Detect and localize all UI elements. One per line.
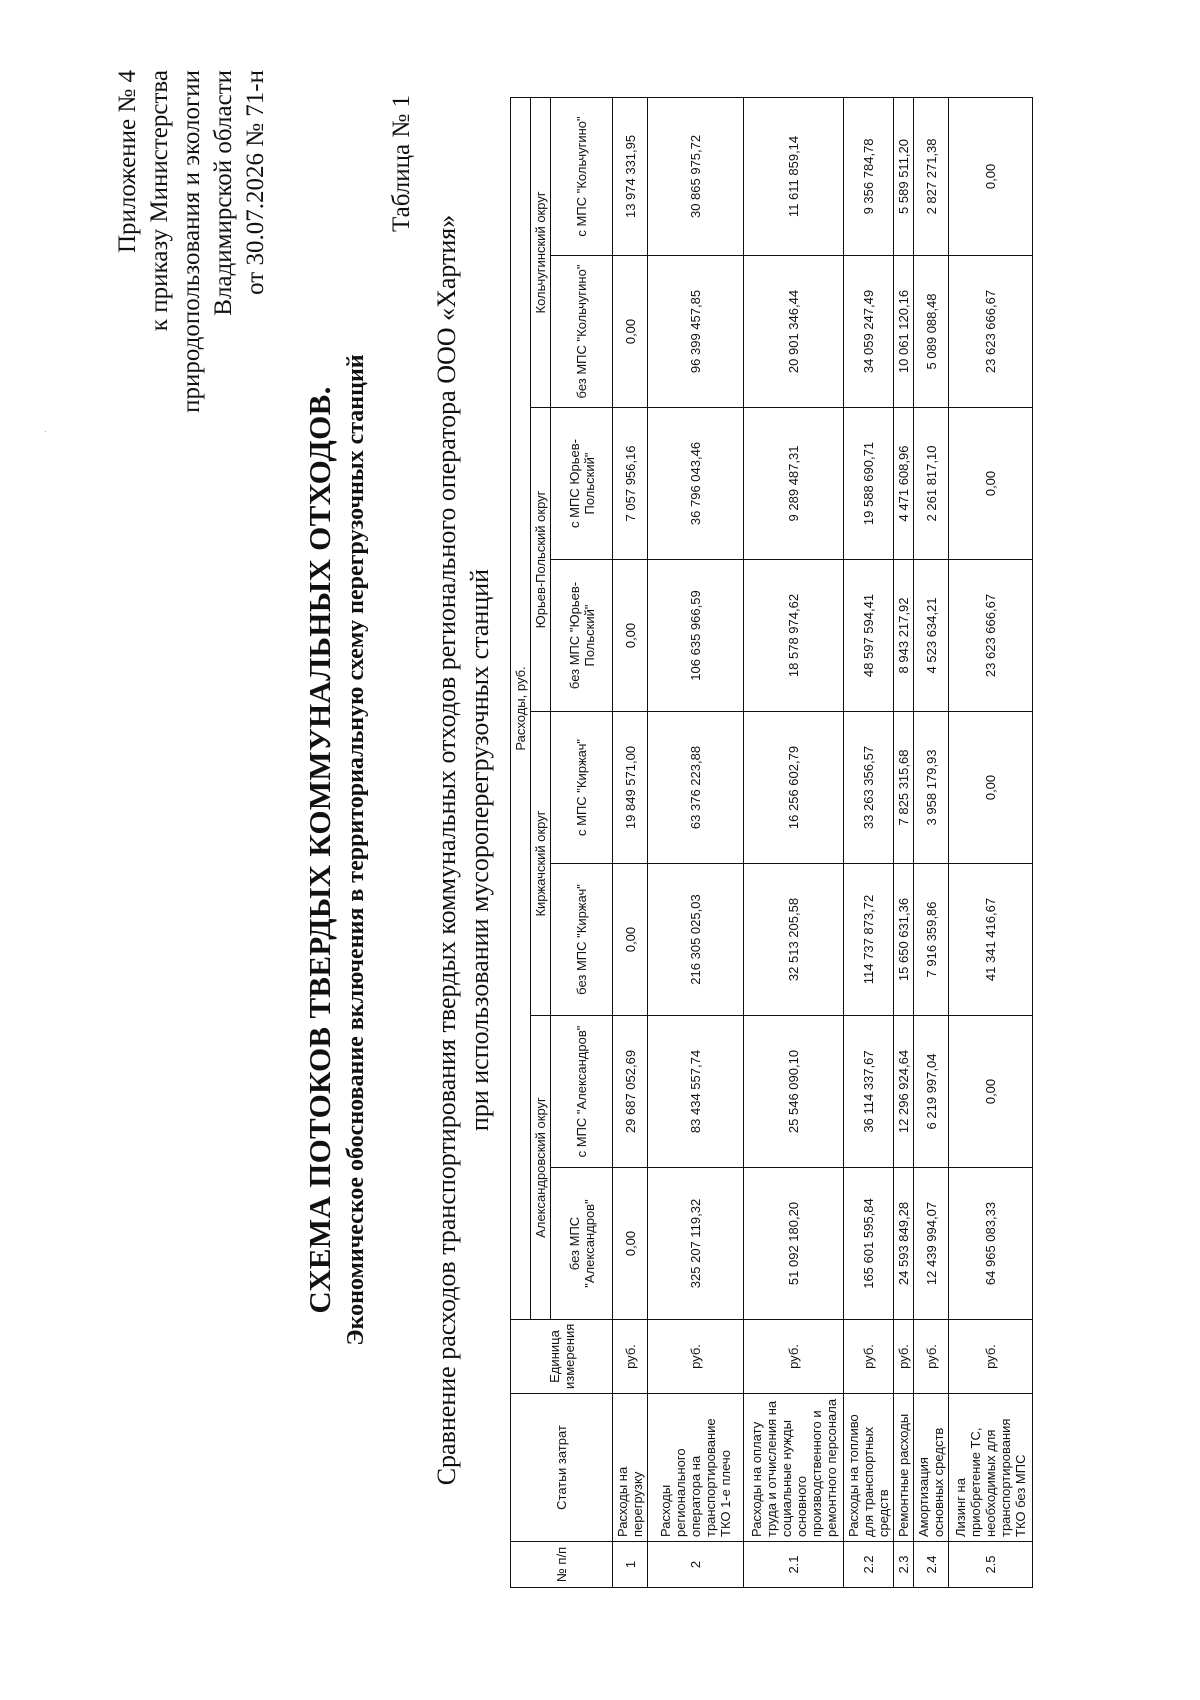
header-district: Александровский округ	[531, 1016, 551, 1320]
row-value: 19 588 690,71	[844, 408, 894, 560]
row-unit: руб.	[844, 1320, 894, 1394]
appendix-block	[112, 70, 272, 413]
header-district: Юрьев-Польский округ	[531, 408, 551, 712]
row-value: 7 825 315,68	[894, 712, 914, 864]
row-item: Амортизация основных средств	[914, 1394, 949, 1542]
row-value: 3 958 179,93	[914, 712, 949, 864]
row-item: Расходы на оплату труда и отчисления на социальные нужды основного производственного и ремонтного персонала	[744, 1394, 844, 1542]
header-unit: Единица измерения	[511, 1320, 613, 1394]
row-value: 9 356 784,78	[844, 97, 894, 255]
table-row	[613, 97, 648, 1587]
header-col: без МПС "Кольчугино"	[551, 256, 613, 408]
row-item: Расходы на топливо для транспортных средств	[844, 1394, 894, 1542]
header-item: Статьи затрат	[511, 1394, 613, 1542]
row-value: 24 593 849,28	[894, 1168, 914, 1320]
row-value: 2 261 817,10	[914, 408, 949, 560]
row-value: 6 219 997,04	[914, 1016, 949, 1168]
table-row	[648, 97, 744, 1587]
row-value: 5 089 088,48	[914, 256, 949, 408]
row-value: 20 901 346,44	[744, 256, 844, 408]
row-value: 19 849 571,00	[613, 712, 648, 864]
row-value: 36 114 337,67	[844, 1016, 894, 1168]
table-row	[844, 97, 894, 1587]
row-value: 13 974 331,95	[613, 97, 648, 255]
row-value: 0,00	[949, 1016, 1033, 1168]
row-value: 0,00	[613, 560, 648, 712]
table-label: Таблица № 1	[388, 95, 415, 233]
row-num: 2.5	[949, 1542, 1033, 1588]
appendix-line: природопользования и экологии	[178, 70, 205, 413]
row-value: 23 623 666,67	[949, 560, 1033, 712]
row-item: Расходы на перегрузку	[613, 1394, 648, 1542]
document-subtitle: Экономическое обоснование включения в территориальную схему перегрузочных станций	[343, 354, 369, 1346]
header-col: с МПС "Александров"	[551, 1016, 613, 1168]
row-value: 0,00	[613, 864, 648, 1016]
header-col: с МПС "Киржач"	[551, 712, 613, 864]
row-unit: руб.	[648, 1320, 744, 1394]
row-value: 8 943 217,92	[894, 560, 914, 712]
row-unit: руб.	[744, 1320, 844, 1394]
row-num: 2.4	[914, 1542, 949, 1588]
table-row	[744, 97, 844, 1587]
table-row	[914, 97, 949, 1587]
row-value: 34 059 247,49	[844, 256, 894, 408]
costs-table	[510, 97, 1033, 1588]
row-value: 16 256 602,79	[744, 712, 844, 864]
row-num: 2.3	[894, 1542, 914, 1588]
row-value: 33 263 356,57	[844, 712, 894, 864]
header-col: без МПС "Александров"	[551, 1168, 613, 1320]
document-title: СХЕМА ПОТОКОВ ТВЕРДЫХ КОММУНАЛЬНЫХ ОТХОДОВ.	[302, 386, 337, 1314]
row-value: 36 796 043,46	[648, 408, 744, 560]
row-value: 18 578 974,62	[744, 560, 844, 712]
caption-line: Сравнение расходов транспортирования твердых коммунальных отходов регионального оператора ООО «Хартия»	[432, 214, 461, 1486]
appendix-line: Владимирской области	[210, 70, 237, 316]
row-value: 5 589 511,20	[894, 97, 914, 255]
row-value: 23 623 666,67	[949, 256, 1033, 408]
appendix-line: Приложение № 4	[114, 70, 141, 254]
row-num: 1	[613, 1542, 648, 1588]
row-value: 32 513 205,58	[744, 864, 844, 1016]
row-value: 30 865 975,72	[648, 97, 744, 255]
row-value: 51 092 180,20	[744, 1168, 844, 1320]
row-value: 63 376 223,88	[648, 712, 744, 864]
row-value: 0,00	[949, 408, 1033, 560]
row-unit: руб.	[914, 1320, 949, 1394]
row-value: 7 057 956,16	[613, 408, 648, 560]
row-value: 216 305 025,03	[648, 864, 744, 1016]
row-value: 12 439 994,07	[914, 1168, 949, 1320]
row-value: 10 061 120,16	[894, 256, 914, 408]
header-col: с МПС "Кольчугино"	[551, 97, 613, 255]
row-value: 48 597 594,41	[844, 560, 894, 712]
header-col: без МПС "Киржач"	[551, 864, 613, 1016]
row-unit: руб.	[613, 1320, 648, 1394]
row-value: 165 601 595,84	[844, 1168, 894, 1320]
row-value: 7 916 359,86	[914, 864, 949, 1016]
header-district: Кольчугинский округ	[531, 97, 551, 407]
header-expenses: Расходы, руб.	[511, 97, 531, 1319]
row-value: 0,00	[613, 256, 648, 408]
row-value: 114 737 873,72	[844, 864, 894, 1016]
row-num: 2.1	[744, 1542, 844, 1588]
appendix-line: от 30.07.2026 № 71-н	[242, 70, 269, 295]
row-num: 2.2	[844, 1542, 894, 1588]
row-value: 29 687 052,69	[613, 1016, 648, 1168]
row-unit: руб.	[894, 1320, 914, 1394]
row-item: Лизинг на приобретение ТС, необходимых для транспортирования ТКО без МПС	[949, 1394, 1033, 1542]
row-value: 2 827 271,38	[914, 97, 949, 255]
row-value: 25 546 090,10	[744, 1016, 844, 1168]
row-item: Расходы регионального оператора на транспортирование ТКО 1-е плечо	[648, 1394, 744, 1542]
appendix-line: к приказу Министерства	[146, 70, 173, 332]
header-col: без МПС "Юрьев-Польский"	[551, 560, 613, 712]
row-item: Ремонтные расходы	[894, 1394, 914, 1542]
row-value: 15 650 631,36	[894, 864, 914, 1016]
caption-line: при использовании мусороперегрузочных станций	[465, 568, 494, 1132]
row-value: 325 207 119,32	[648, 1168, 744, 1320]
row-value: 12 296 924,64	[894, 1016, 914, 1168]
row-value: 4 471 608,96	[894, 408, 914, 560]
row-value: 83 434 557,74	[648, 1016, 744, 1168]
header-num: № п/п	[511, 1542, 613, 1588]
row-value: 106 635 966,59	[648, 560, 744, 712]
table-row	[949, 97, 1033, 1587]
table-caption	[430, 0, 496, 1700]
scan-dot	[45, 431, 46, 432]
header-col: с МПС Юрьев-Польский"	[551, 408, 613, 560]
header-district: Киржачский округ	[531, 712, 551, 1016]
row-value: 4 523 634,21	[914, 560, 949, 712]
table-row	[894, 97, 914, 1587]
row-value: 11 611 859,14	[744, 97, 844, 255]
row-unit: руб.	[949, 1320, 1033, 1394]
row-num: 2	[648, 1542, 744, 1588]
row-value: 0,00	[949, 97, 1033, 255]
row-value: 0,00	[949, 712, 1033, 864]
row-value: 0,00	[613, 1168, 648, 1320]
row-value: 41 341 416,67	[949, 864, 1033, 1016]
row-value: 9 289 487,31	[744, 408, 844, 560]
row-value: 96 399 457,85	[648, 256, 744, 408]
row-value: 64 965 083,33	[949, 1168, 1033, 1320]
